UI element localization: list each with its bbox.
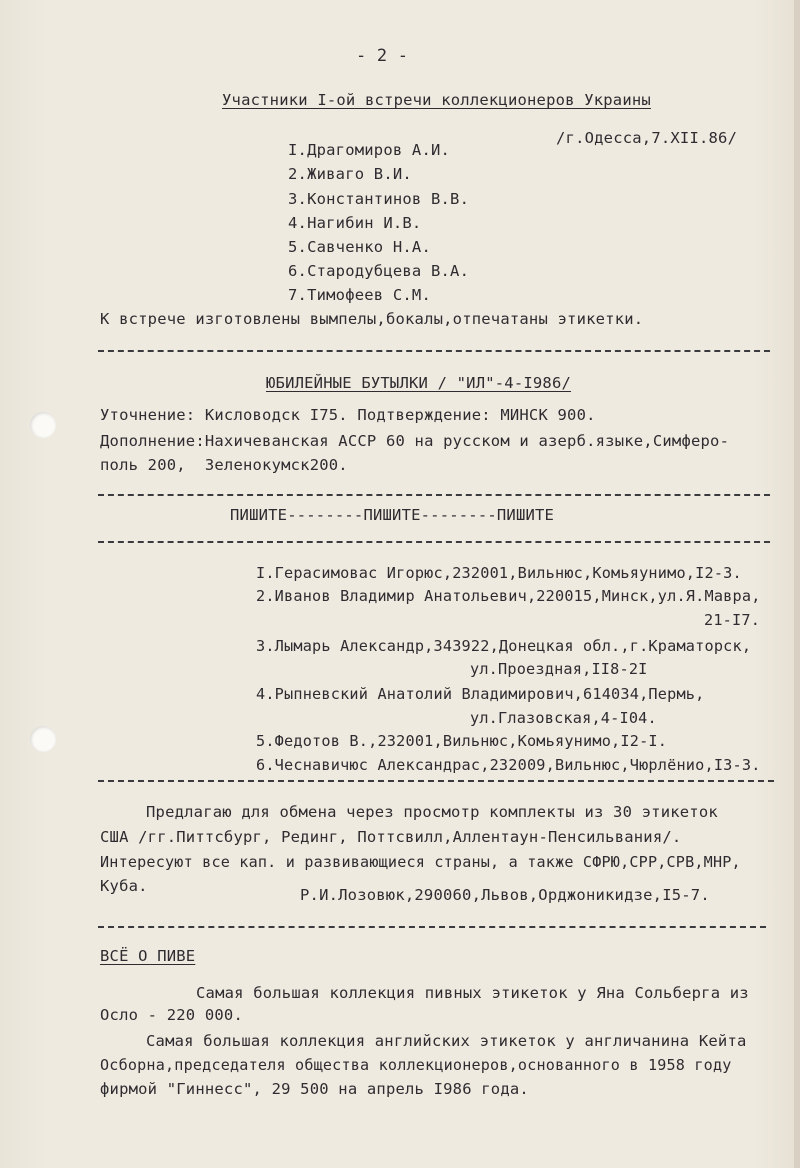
section-divider [98,350,770,352]
beer-line: Осло - 220 000. [100,1006,243,1024]
contact-line: ул.Глазовская,4-I04. [470,709,657,727]
meeting-place-date: /г.Одесса,7.XII.86/ [556,129,738,147]
section-divider [98,780,774,782]
section-divider [98,494,770,496]
section-divider [98,926,766,928]
contact-line: 6.Чеснавичюс Александрас,232009,Вильнюс,Чюрлёнио,I3-3. [256,756,761,774]
page-number: - 2 - [356,46,409,66]
beer-title: ВСЁ О ПИВЕ [100,947,196,965]
bottles-line: Дополнение:Нахичеванская АССР 60 на русском и азерб.языке,Симферо- [100,432,730,450]
contact-line: I.Герасимовас Игорюс,232001,Вильнюс,Комьяунимо,I2-3. [256,564,742,582]
write-title: ПИШИТЕ--------ПИШИТЕ--------ПИШИТЕ [230,506,555,524]
bottles-title: ЮБИЛЕЙНЫЕ БУТЫЛКИ / "ИЛ"-4-I986/ [266,374,572,392]
exchange-line: Предлагаю для обмена через просмотр комплекты из 30 этикеток [146,803,718,821]
contact-line: 5.Федотов В.,232001,Вильнюс,Комьяунимо,I2-I. [256,732,668,750]
contact-line: 4.Рыпневский Анатолий Владимирович,614034,Пермь, [256,685,705,703]
beer-line: Самая большая коллекция пивных этикеток у Яна Сольберга из [196,984,749,1002]
beer-line: Осборна,председателя общества коллекционеров,основанного в 1958 году [100,1056,732,1074]
meeting-title: Участники I-ой встречи коллекционеров Украины [222,91,651,109]
participant-item: 4.Нагибин И.В. [288,214,422,232]
participant-item: 5.Савченко Н.А. [288,238,431,256]
bottles-line: Уточнение: Кисловодск I75. Подтверждение: МИНСК 900. [100,406,596,424]
contact-line: 3.Лымарь Александр,343922,Донецкая обл.,г.Краматорск, [256,637,752,655]
contact-line: ул.Проездная,II8-2I [470,660,648,678]
punch-hole [30,726,56,752]
paper-edge [794,0,800,1168]
contact-line: 21-I7. [704,611,761,629]
bottles-line: поль 200, Зеленокумск200. [100,456,348,474]
punch-hole [30,412,56,438]
participant-item: 6.Стародубцева В.А. [288,262,470,280]
exchange-signature: Р.И.Лозовюк,290060,Львов,Орджоникидзе,I5-7. [300,886,710,904]
beer-line: фирмой "Гиннесс", 29 500 на апрель I986 года. [100,1080,529,1098]
participant-item: 3.Константинов В.В. [288,190,470,208]
participant-item: I.Драгомиров А.И. [288,141,451,159]
section-divider [98,541,770,543]
exchange-line: Куба. [100,877,148,895]
exchange-line: США /гг.Питтсбург, Рединг, Поттсвилл,Аллентаун-Пенсильвания/. [100,828,682,846]
exchange-line: Интересуют все кап. и развивающиеся страны, а также СФРЮ,СРР,СРВ,МНР, [100,853,741,871]
participant-item: 7.Тимофеев С.М. [288,286,431,304]
contact-line: 2.Иванов Владимир Анатольевич,220015,Минск,ул.Я.Мавра, [256,587,761,605]
beer-line: Самая большая коллекция английских этикеток у англичанина Кейта [146,1032,747,1050]
meeting-note: К встрече изготовлены вымпелы,бокалы,отпечатаны этикетки. [100,310,644,328]
participant-item: 2.Живаго В.И. [288,165,412,183]
